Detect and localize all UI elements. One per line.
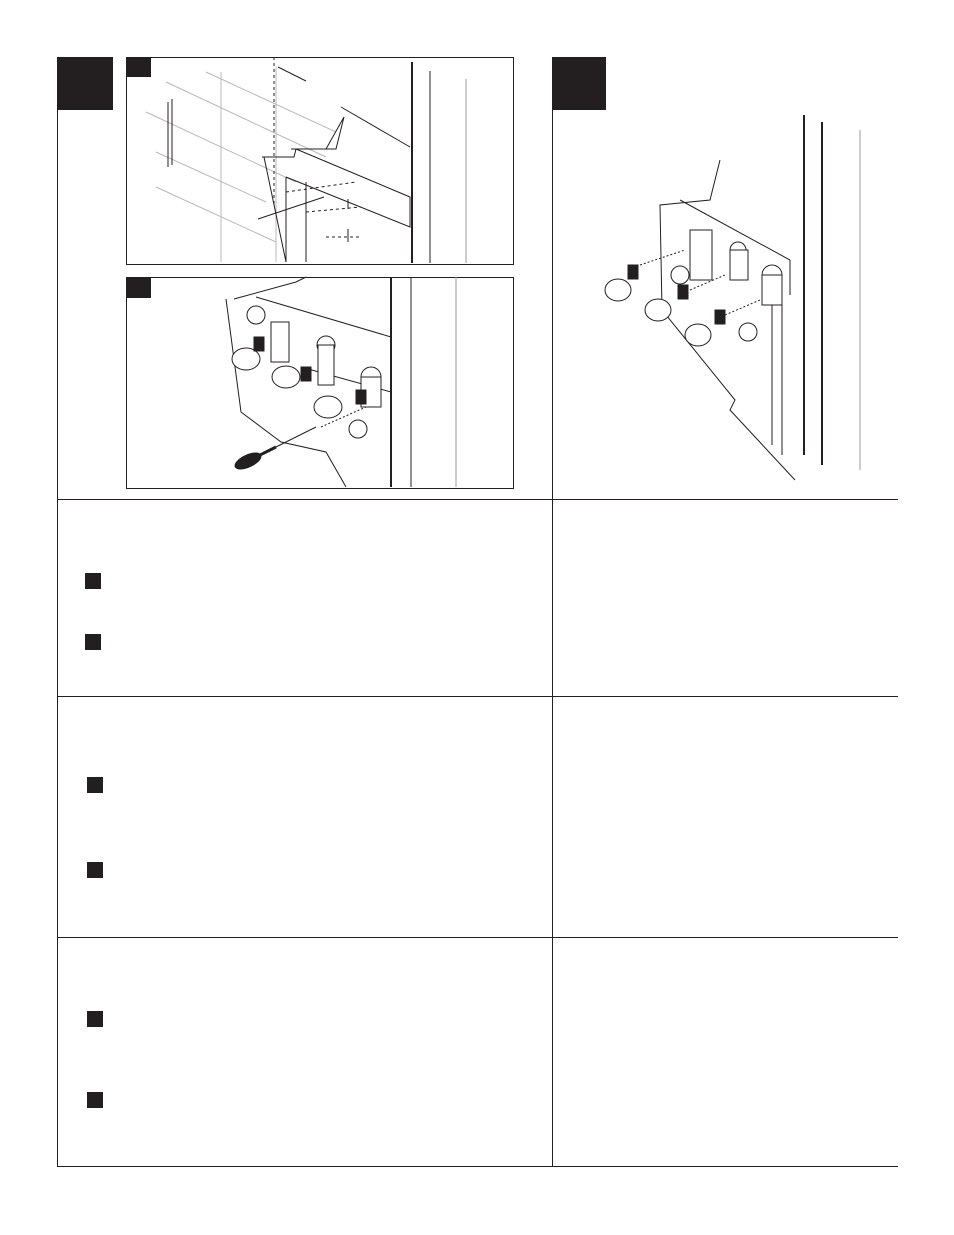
column-divider bbox=[552, 57, 553, 1166]
figure-a-drawing bbox=[126, 57, 512, 263]
step-block-right bbox=[553, 57, 606, 110]
row-divider-1 bbox=[57, 499, 898, 500]
section-3-marker-2 bbox=[87, 1092, 103, 1108]
section-1-marker-2 bbox=[85, 634, 101, 650]
section-2-marker-2 bbox=[87, 862, 103, 878]
section-2-marker-1 bbox=[87, 777, 103, 793]
step-block-left bbox=[57, 57, 113, 110]
row-divider-3 bbox=[57, 937, 898, 938]
page-left-border bbox=[57, 57, 58, 1166]
row-divider-2 bbox=[57, 696, 898, 697]
figure-c-drawing bbox=[600, 110, 880, 490]
section-1-marker-1 bbox=[85, 573, 101, 589]
section-3-marker-1 bbox=[87, 1011, 103, 1027]
row-divider-bottom bbox=[57, 1166, 898, 1167]
figure-b-drawing bbox=[126, 277, 512, 487]
